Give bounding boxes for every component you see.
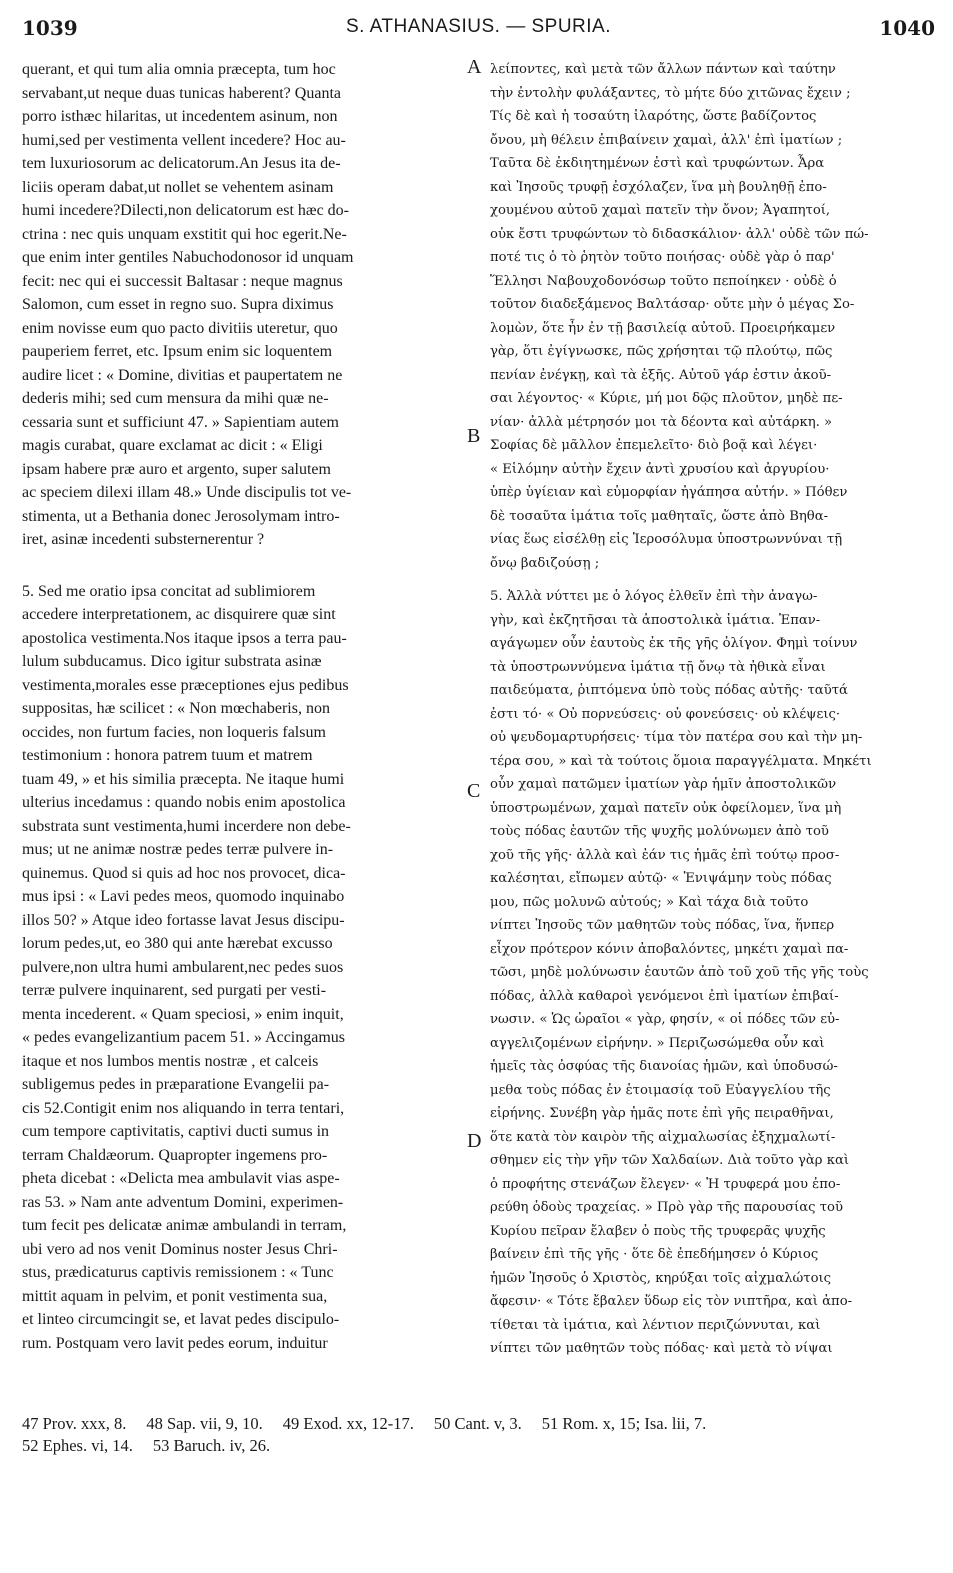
- text-line: menta incederent. « Quam speciosi, » enim inquit,: [22, 1005, 344, 1023]
- text-line: 5. Sed me oratio ipsa concitat ad sublimiorem: [22, 582, 316, 600]
- text-line: οὖν χαμαὶ πατῶμεν ἱματίων γὰρ ἡμῖν ἀποστολικῶν: [490, 777, 837, 792]
- text-line: τὰ ὑποστρωννύμενα ἱμάτια τῇ ὄνῳ τὰ ἠθικὰ εἶναι: [490, 659, 826, 675]
- text-line: εἶχον πρότερον κόνιν ἀποβαλόντες, μηκέτι χαμαὶ πα-: [490, 941, 849, 957]
- greek-column: [490, 58, 936, 1361]
- footnote-line-2: [22, 1435, 937, 1457]
- text-line: ἄφεσιν· « Τότε ἔβαλεν ὕδωρ εἰς τὸν νιπτῆρα, καὶ ἀπο-: [490, 1294, 853, 1309]
- text-line: itaque et nos lumbos mentis nostræ , et calceis: [22, 1052, 319, 1070]
- text-line: τέρα σου, » καὶ τὰ τούτοις ὅμοια παραγγέλματα. Μηκέτι: [490, 753, 872, 769]
- text-line: ὄνῳ βαδιζούσῃ ;: [490, 555, 600, 571]
- text-line: testimonium : honora patrem tuum et matrem: [22, 747, 313, 764]
- text-line: tuam 49, » et his similia præcepta. Ne itaque humi: [22, 770, 345, 788]
- text-line: terræ pulvere inquinarent, sed purgati per vesti-: [22, 982, 327, 999]
- text-line: quinemus. Quod si quis ad hoc nos provocet, dica-: [22, 864, 346, 882]
- text-line: cum tempore captivitatis, captivi ducti sumus in: [22, 1123, 330, 1140]
- page-header: [22, 16, 935, 46]
- margin-marker-c: C: [467, 780, 481, 802]
- text-line: enim novisse eum quo pacto divitiis uteretur, quo: [22, 319, 338, 337]
- text-line: 5. Ἀλλὰ νύττει με ὁ λόγος ἐλθεῖν ἐπὶ τὴν ἀναγω-: [490, 589, 818, 604]
- text-line: pheta dicebat : «Delicta mea ambulavit vias aspe-: [22, 1170, 340, 1187]
- text-line: substrata sunt vestimenta,humi incerdere non debe-: [22, 817, 351, 835]
- text-line: cis 52.Contigit enim nos aliquando in terra tentari,: [22, 1099, 345, 1117]
- text-line: Κυρίου πεῖραν ἔλαβεν ὁ ποὺς τῆς τρυφερᾶς ψυχῆς: [490, 1223, 826, 1239]
- text-line: αγγελιζομένων εἰρήνην. » Περιζωσώμεθα οὖν καὶ: [490, 1035, 825, 1051]
- text-line: τοῦτον διαδεξάμενος Βαλτάσαρ· οὔτε μὴν ὁ μέγας Σο-: [490, 297, 855, 312]
- footnote-line-1: [22, 1413, 937, 1435]
- footnotes: [22, 1413, 937, 1457]
- text-line: εἰρήνης. Συνέβη γὰρ ἡμᾶς ποτε ἐπὶ γῆς πειραθῆναι,: [490, 1106, 834, 1121]
- text-line: χοῦ τῆς γῆς· ἀλλὰ καὶ ἐάν τις ἡμᾶς ἐπὶ τούτῳ προσ-: [490, 847, 840, 863]
- text-line: cessaria sunt et sufficiunt 47. » Sapientiam autem: [22, 413, 339, 431]
- text-line: terram Chaldæorum. Quapropter ingemens pro-: [22, 1146, 328, 1164]
- text-line: σθημεν εἰς τὴν γῆν τῶν Χαλδαίων. Διὰ τοῦτο γὰρ καὶ: [490, 1153, 850, 1168]
- text-line: « Εἱλόμην αὐτὴν ἔχειν ἀντὶ χρυσίου καὶ ἀργυρίου·: [490, 461, 830, 477]
- text-line: νωσιν. « Ὡς ὡραῖοι « γὰρ, φησίν, « οἱ πόδες τῶν εὐ-: [490, 1012, 840, 1027]
- text-line: Σοφίας δὲ μᾶλλον ἐπεμελεῖτο· διὸ βοᾷ καὶ λέγει·: [490, 438, 818, 453]
- text-line: χουμένου αὐτοῦ χαμαὶ πατεῖν τὴν ὄνον; Ἀγαπητοί,: [490, 203, 831, 218]
- text-line: « pedes evangelizantium pacem 51. » Accingamus: [22, 1029, 346, 1046]
- margin-marker-d: D: [467, 1130, 482, 1152]
- text-line: et linteo circumcingit se, et lavat pedes discipulo-: [22, 1311, 340, 1328]
- text-line: ποτέ τις ὁ τὸ ῥητὸν τοῦτο ποιήσας· οὐδὲ γὰρ ὁ παρ': [490, 250, 835, 265]
- footnote: 48 Sap. vii, 9, 10.: [146, 1414, 263, 1433]
- text-line: vestimenta,morales esse præceptiones ejus pedibus: [22, 676, 349, 694]
- text-line: ubi vero ad nos venit Dominus noster Jesus Chri-: [22, 1240, 338, 1258]
- text-line: stimenta, ut a Bethania donec Jerosolymam intro-: [22, 507, 340, 525]
- text-line: pulvere,non ultra humi ambularent,nec pedes suos: [22, 958, 344, 976]
- text-line: audire licet : « Domine, divitias et paupertatem ne: [22, 366, 343, 384]
- text-line: ac speciem dilexi illam 48.» Unde discipulis tot ve-: [22, 484, 352, 501]
- text-line: dederis mihi; sed cum mensura da mihi quæ ne-: [22, 390, 329, 407]
- text-line: apostolica vestimenta.Nos itaque ipsos a terra pau-: [22, 629, 347, 647]
- text-line: ὑπὲρ ὑγίειαν καὶ εὐμορφίαν ἠγάπησα αὐτήν. » Πόθεν: [490, 485, 848, 500]
- text-line: accedere interpretationem, ac disquirere quæ sint: [22, 606, 336, 623]
- text-line: mus; ut ne animæ nostræ pedes terræ pulvere in-: [22, 841, 334, 858]
- text-line: illos 50? » Atque ideo fortasse lavat Jesus discipu-: [22, 911, 345, 929]
- footnote: 49 Exod. xx, 12-17.: [282, 1414, 414, 1433]
- text-line: καὶ Ἰησοῦς τρυφῇ ἐσχόλαζεν, ἵνα μὴ βουληθῇ ἐπο-: [490, 179, 827, 195]
- text-line: porro isthæc hilaritas, ut incedentem asinum, non: [22, 108, 338, 125]
- text-line: οὐ ψευδομαρτυρήσεις· τίμα τὸν πατέρα σου καὶ τὴν μη-: [490, 730, 863, 745]
- text-line: pauperiem ferret, etc. Ipsum enim sic loquentem: [22, 343, 333, 360]
- text-line: Ἕλλησι Ναβουχοδονόσωρ τοῦτο πεποίηκεν · οὐδὲ ὁ: [490, 273, 837, 289]
- latin-paragraph-1: [22, 58, 462, 552]
- margin-marker-a: A: [467, 56, 482, 78]
- text-line: μου, πῶς μολυνῶ αὐτούς; » Καὶ τάχα διὰ τοῦτο: [490, 894, 809, 910]
- text-line: ρεύθη ὁδοὺς τραχείας. » Πρὸ γὰρ τῆς παρουσίας τοῦ: [490, 1200, 844, 1215]
- text-line: γὴν, καὶ ἐκζητῆσαι τὰ ἀποστολικὰ ἱμάτια. Ἐπαν-: [490, 612, 821, 628]
- greek-paragraph-2: [490, 585, 936, 1361]
- footnote: 50 Cant. v, 3.: [433, 1414, 522, 1433]
- text-line: subligemus pedes in præparatione Evangelii pa-: [22, 1076, 330, 1093]
- text-line: ἡμεῖς τὰς ὀσφύας τῆς διανοίας ἡμῶν, καὶ ὑποδυσώ-: [490, 1059, 838, 1074]
- text-line: μεθα τοὺς πόδας ἐν ἑτοιμασίᾳ τοῦ Εὐαγγελίου τῆς: [490, 1082, 831, 1098]
- text-line: ὄνου, μὴ θέλειν ἐπιβαίνειν χαμαὶ, ἀλλ' ἐπὶ ἱματίων ;: [490, 132, 843, 148]
- text-line: οὐκ ἔστι τρυφώντων τὸ διδασκάλιον· ἀλλ' οὐδὲ τῶν πώ-: [490, 226, 869, 242]
- latin-paragraph-2: [22, 580, 462, 1356]
- footnote: 51 Rom. x, 15; Isa. lii, 7.: [541, 1414, 707, 1433]
- text-line: νίπτει τῶν μαθητῶν τοὺς πόδας· καὶ μετὰ τὸ νίψαι: [490, 1341, 833, 1356]
- running-title: S. ATHANASIUS. — SPURIA.: [345, 16, 612, 37]
- text-line: ipsam habere præ auro et argento, super salutem: [22, 460, 331, 478]
- text-line: ἡμῶν Ἰησοῦς ὁ Χριστὸς, κηρύξαι τοῖς αἰχμαλώτοις: [490, 1270, 832, 1286]
- text-line: querant, et qui tum alia omnia præcepta, tum hoc: [22, 61, 336, 78]
- text-line: νίπτει Ἰησοῦς τῶν μαθητῶν τοὺς πόδας, ἵνα, ἥνπερ: [490, 918, 835, 933]
- margin-marker-b: B: [467, 425, 481, 447]
- text-line: mittit aquam in pelvim, et ponit vestimenta sua,: [22, 1287, 328, 1305]
- text-line: tum fecit pes delicatæ animæ ambulandi in terram,: [22, 1217, 347, 1234]
- text-line: lulum subducamus. Dico igitur substrata asinæ: [22, 653, 322, 670]
- footnote: 47 Prov. xxx, 8.: [22, 1414, 127, 1433]
- text-line: τὴν ἐντολὴν φυλάξαντες, τὸ μήτε δύο χιτῶνας ἔχειν ;: [490, 85, 851, 101]
- text-line: Salomon, cum esset in regno suo. Supra diximus: [22, 296, 334, 313]
- text-line: σαι λέγοντος· « Κύριε, μή μοι δῷς πλοῦτον, μηδὲ πε-: [490, 391, 843, 406]
- text-line: stus, prædicaturus captivis remissionem : « Tunc: [22, 1264, 334, 1281]
- text-line: λομὼν, ὅτε ἦν ἐν τῇ βασιλείᾳ αὐτοῦ. Προειρήκαμεν: [490, 320, 836, 336]
- text-line: humi incedere?Dilecti,non delicatorum est hæc do-: [22, 202, 349, 219]
- text-line: νίας ἕως εἰσέλθῃ εἰς Ἱεροσόλυμα ὑποστρωννύναι τῇ: [490, 532, 843, 547]
- text-line: παιδεύματα, ῥιπτόμενα ὑπὸ τοὺς πόδας αὐτῆς· ταῦτά: [490, 683, 848, 698]
- footnote: 53 Baruch. iv, 26.: [152, 1436, 271, 1455]
- text-line: humi,sed per vestimenta vellent incedere? Hoc au-: [22, 131, 346, 149]
- text-line: ulterius incedamus : quando nobis enim apostolica: [22, 794, 346, 811]
- text-line: ὅτε κατὰ τὸν καιρὸν τῆς αἰχμαλωσίας ἐξηχμαλωτί-: [490, 1129, 836, 1145]
- text-line: τίθεται τὰ ἱμάτια, καὶ λέντιον περιζώννυται, καὶ: [490, 1317, 821, 1333]
- text-line: suppositas, hæ scilicet : « Non mœchaberis, non: [22, 700, 330, 717]
- text-line: liciis operam dabat,ut nollet se vehentem asinam: [22, 178, 334, 196]
- page-number-right: 1040: [879, 16, 935, 40]
- text-line: τῶσι, μηδὲ μολύνωσιν ἑαυτῶν ἀπὸ τοῦ χοῦ τῆς γῆς τοὺς: [490, 965, 869, 980]
- text-line: magis curabat, quare exclamat ac dicit : « Eligi: [22, 437, 323, 454]
- text-line: occides, non furtum facies, non loqueris falsum: [22, 723, 326, 741]
- footnote: 52 Ephes. vi, 14.: [22, 1436, 133, 1455]
- text-line: νίαν· ἀλλὰ μέτρησόν μοι τὰ δέοντα καὶ αὐτάρκη. »: [490, 414, 833, 430]
- text-line: ctrina : nec quis unquam exstitit qui hoc egerit.Ne-: [22, 225, 347, 243]
- text-line: ἐστι τό· « Οὐ πορνεύσεις· οὐ φονεύσεις· οὐ κλέψεις·: [490, 706, 841, 722]
- text-line: servabant,ut neque duas tunicas haberent? Quanta: [22, 84, 341, 102]
- text-line: τοὺς πόδας ἑαυτῶν τῆς ψυχῆς μολύνωμεν ἀπὸ τοῦ: [490, 824, 829, 839]
- text-line: αγάγωμεν οὖν ἑαυτοὺς ἐκ τῆς γῆς ὀλίγον. Φημὶ τοίνυν: [490, 636, 858, 651]
- text-line: πενίαν ἐνέγκῃ, καὶ τὰ ἑξῆς. Αὐτοῦ γάρ ἐστιν ἀκοῦ-: [490, 367, 832, 383]
- text-line: que enim inter gentiles Nabuchodonosor id unquam: [22, 249, 354, 266]
- text-line: ras 53. » Nam ante adventum Domini, experimen-: [22, 1193, 344, 1211]
- text-line: rum. Postquam vero lavit pedes eorum, induitur: [22, 1334, 328, 1352]
- text-line: mus ipsi : « Lavi pedes meos, quomodo inquinabo: [22, 888, 345, 905]
- text-line: λείποντες, καὶ μετὰ τῶν ἄλλων πάντων καὶ ταύτην: [490, 62, 836, 77]
- text-line: καλέσηται, εἴπωμεν αὐτῷ· « Ἐνιψάμην τοὺς πόδας: [490, 871, 832, 886]
- text-line: πόδας, ἀλλὰ καθαροὶ γενόμενοι ἐπὶ ἱματίων ἐπιβαί-: [490, 988, 839, 1004]
- text-line: ὑποστρωμένων, χαμαὶ πατεῖν οὐκ ὀφείλομεν, ἵνα μὴ: [490, 800, 842, 816]
- page-number-left: 1039: [22, 16, 78, 40]
- text-line: βαίνειν ἐπὶ τῆς γῆς · ὅτε δὲ ἐπεδήμησεν ὁ Κύριος: [490, 1247, 819, 1262]
- greek-paragraph-1: [490, 58, 936, 575]
- text-line: γὰρ, ὅτι ἐγίγνωσκε, πῶς χρήσηται τῷ πλούτῳ, πῶς: [490, 344, 833, 359]
- text-line: Τίς δὲ καὶ ἡ τοσαύτη ἱλαρότης, ὥστε βαδίζοντος: [490, 109, 817, 124]
- text-line: lorum pedes,ut, eo 380 qui ante hærebat excusso: [22, 935, 333, 952]
- latin-column: [22, 58, 462, 1355]
- text-line: fecit: nec qui ei successit Baltasar : neque magnus: [22, 272, 343, 290]
- text-line: Ταῦτα δὲ ἐκδιητημένων ἐστὶ καὶ τρυφώντων. Ἆρα: [490, 156, 825, 171]
- text-line: δὲ τοσαῦτα ἱμάτια τοῖς μαθηταῖς, ὥστε ἀπὸ Βηθα-: [490, 508, 829, 524]
- text-line: ὁ προφήτης στενάζων ἔλεγεν· « Ἡ τρυφερά μου ἐπο-: [490, 1176, 841, 1192]
- text-line: tem luxuriosorum ac delicatorum.An Jesus ita de-: [22, 155, 341, 172]
- text-line: iret, asinæ incedenti substernerentur ?: [22, 531, 265, 548]
